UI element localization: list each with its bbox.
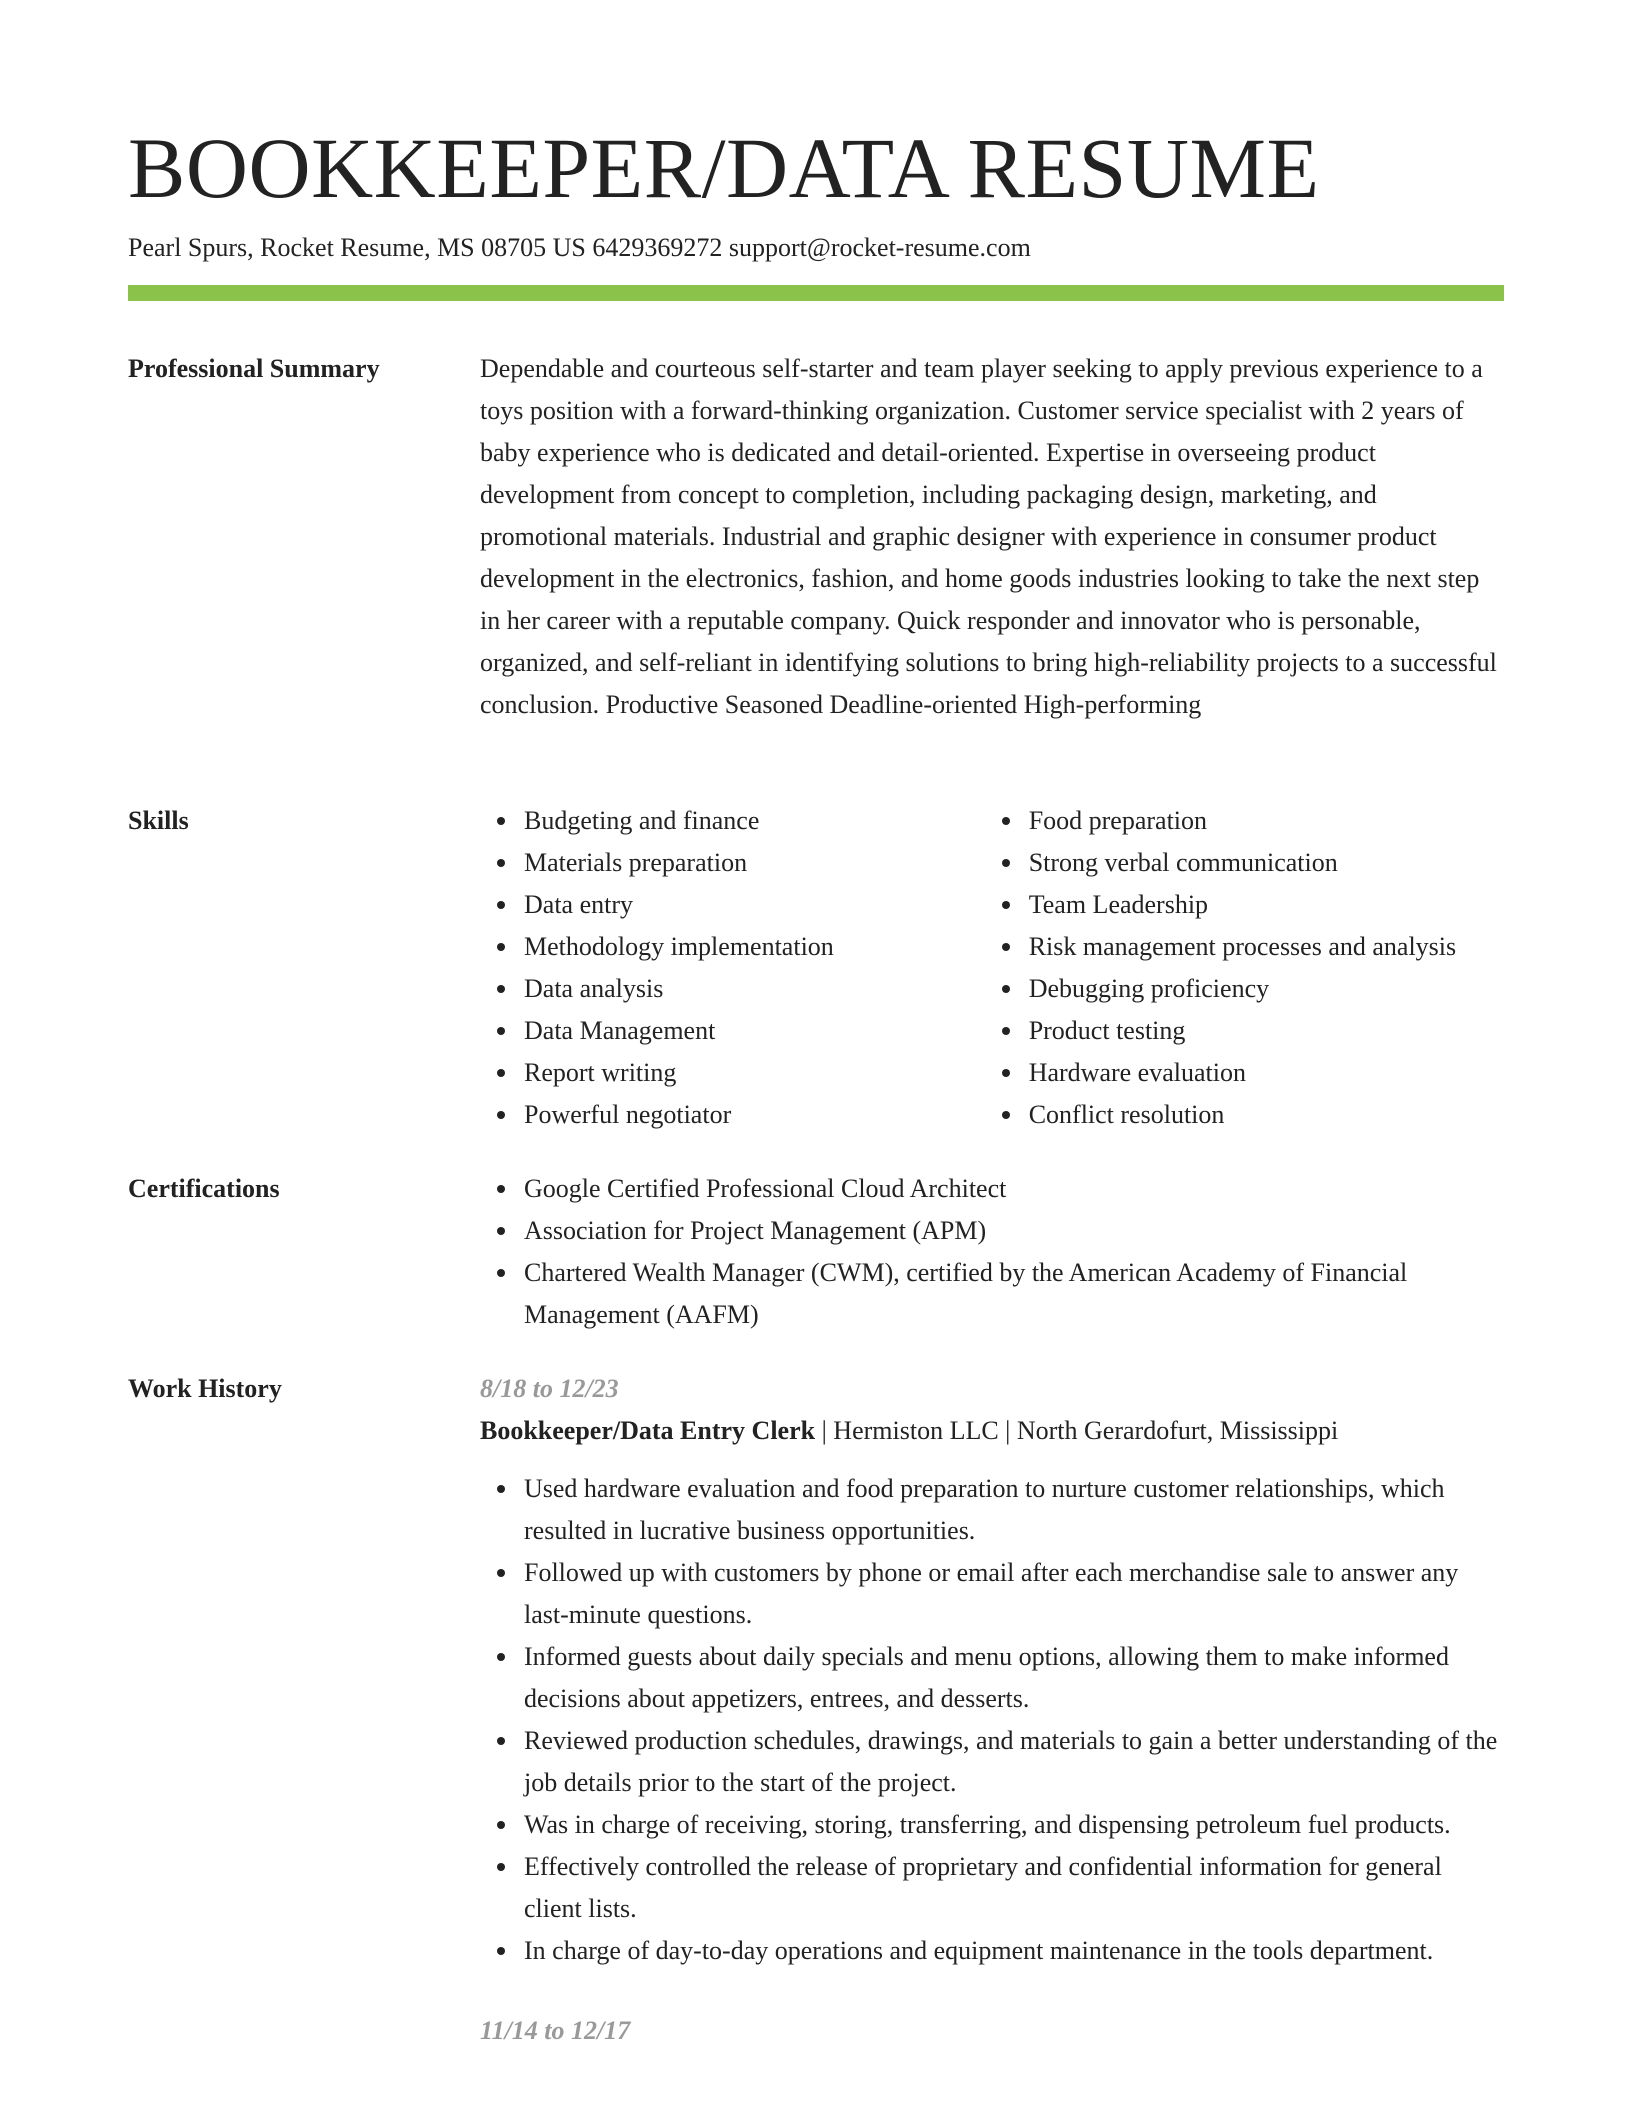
work-history-label: Work History bbox=[128, 1374, 282, 1403]
job-bullet: In charge of day-to-day operations and equipment maintenance in the tools department. bbox=[524, 1930, 1504, 1972]
resume-title: BOOKKEEPER/DATA RESUME bbox=[128, 120, 1320, 216]
skills-label: Skills bbox=[128, 806, 189, 835]
work-history-body bbox=[480, 1368, 1504, 2052]
job-bullet: Informed guests about daily specials and menu options, allowing them to make informed decisions about appetizers, entrees, and desserts. bbox=[524, 1636, 1504, 1720]
summary-body bbox=[480, 348, 1504, 726]
skill-item: Debugging proficiency bbox=[1029, 968, 1504, 1010]
job-entry bbox=[480, 2010, 1504, 2052]
certifications-list bbox=[480, 1168, 1504, 1336]
skill-item: Team Leadership bbox=[1029, 884, 1504, 926]
job-bullet: Used hardware evaluation and food preparation to nurture customer relationships, which resulted in lucrative business opportunities. bbox=[524, 1468, 1504, 1552]
skill-item: Risk management processes and analysis bbox=[1029, 926, 1504, 968]
skills-body bbox=[480, 800, 1504, 1136]
summary-text: Dependable and courteous self-starter and team player seeking to apply previous experience to a toys position with a forward-thinking organization. Customer service specialist with 2 years of baby experience who is dedicated and detail-oriented. Expertise in overseeing product development from concept to completion, including packaging design, marketing, and promotional materials. Industrial and graphic designer with experience in consumer product development in the electronics, fashion, and home goods industries looking to take the next step in her career with a reputable company. Quick responder and innovator who is personable, organized, and self-reliant in identifying solutions to bring high-reliability projects to a successful conclusion. Productive Seasoned Deadline-oriented High-performing bbox=[480, 354, 1497, 719]
job-title: Bookkeeper/Data Entry Clerk bbox=[480, 1416, 816, 1445]
skill-item: Product testing bbox=[1029, 1010, 1504, 1052]
skill-item: Materials preparation bbox=[524, 842, 985, 884]
job-entry bbox=[480, 1368, 1504, 1972]
skill-item: Hardware evaluation bbox=[1029, 1052, 1504, 1094]
skill-item: Budgeting and finance bbox=[524, 800, 985, 842]
job-bullet: Followed up with customers by phone or email after each merchandise sale to answer any last-minute questions. bbox=[524, 1552, 1504, 1636]
job-heading bbox=[480, 1410, 1504, 1452]
certification-item: Chartered Wealth Manager (CWM), certified by the American Academy of Financial Management (AAFM) bbox=[524, 1252, 1504, 1336]
job-bullet: Reviewed production schedules, drawings, and materials to gain a better understanding of the job details prior to the start of the project. bbox=[524, 1720, 1504, 1804]
certification-item: Google Certified Professional Cloud Architect bbox=[524, 1168, 1504, 1210]
job-bullets bbox=[480, 1468, 1504, 1972]
accent-rule bbox=[128, 285, 1504, 301]
summary-label: Professional Summary bbox=[128, 354, 380, 383]
skill-item: Data entry bbox=[524, 884, 985, 926]
certifications-body bbox=[480, 1168, 1504, 1336]
skill-item: Data analysis bbox=[524, 968, 985, 1010]
skill-item: Report writing bbox=[524, 1052, 985, 1094]
job-dates: 11/14 to 12/17 bbox=[480, 2016, 631, 2045]
job-details: | Hermiston LLC | North Gerardofurt, Mississippi bbox=[815, 1416, 1339, 1445]
skill-item: Strong verbal communication bbox=[1029, 842, 1504, 884]
job-bullet: Effectively controlled the release of proprietary and confidential information for general client lists. bbox=[524, 1846, 1504, 1930]
skill-item: Powerful negotiator bbox=[524, 1094, 985, 1136]
contact-line: Pearl Spurs, Rocket Resume, MS 08705 US 6429369272 support@rocket-resume.com bbox=[128, 233, 1031, 262]
skill-item: Methodology implementation bbox=[524, 926, 985, 968]
job-dates: 8/18 to 12/23 bbox=[480, 1374, 619, 1403]
job-bullet: Was in charge of receiving, storing, transferring, and dispensing petroleum fuel products. bbox=[524, 1804, 1504, 1846]
skills-list-column-b bbox=[985, 800, 1504, 1136]
certification-item: Association for Project Management (APM) bbox=[524, 1210, 1504, 1252]
skill-item: Food preparation bbox=[1029, 800, 1504, 842]
skill-item: Data Management bbox=[524, 1010, 985, 1052]
certifications-label: Certifications bbox=[128, 1174, 280, 1203]
skill-item: Conflict resolution bbox=[1029, 1094, 1504, 1136]
skills-list-column-a bbox=[480, 800, 985, 1136]
